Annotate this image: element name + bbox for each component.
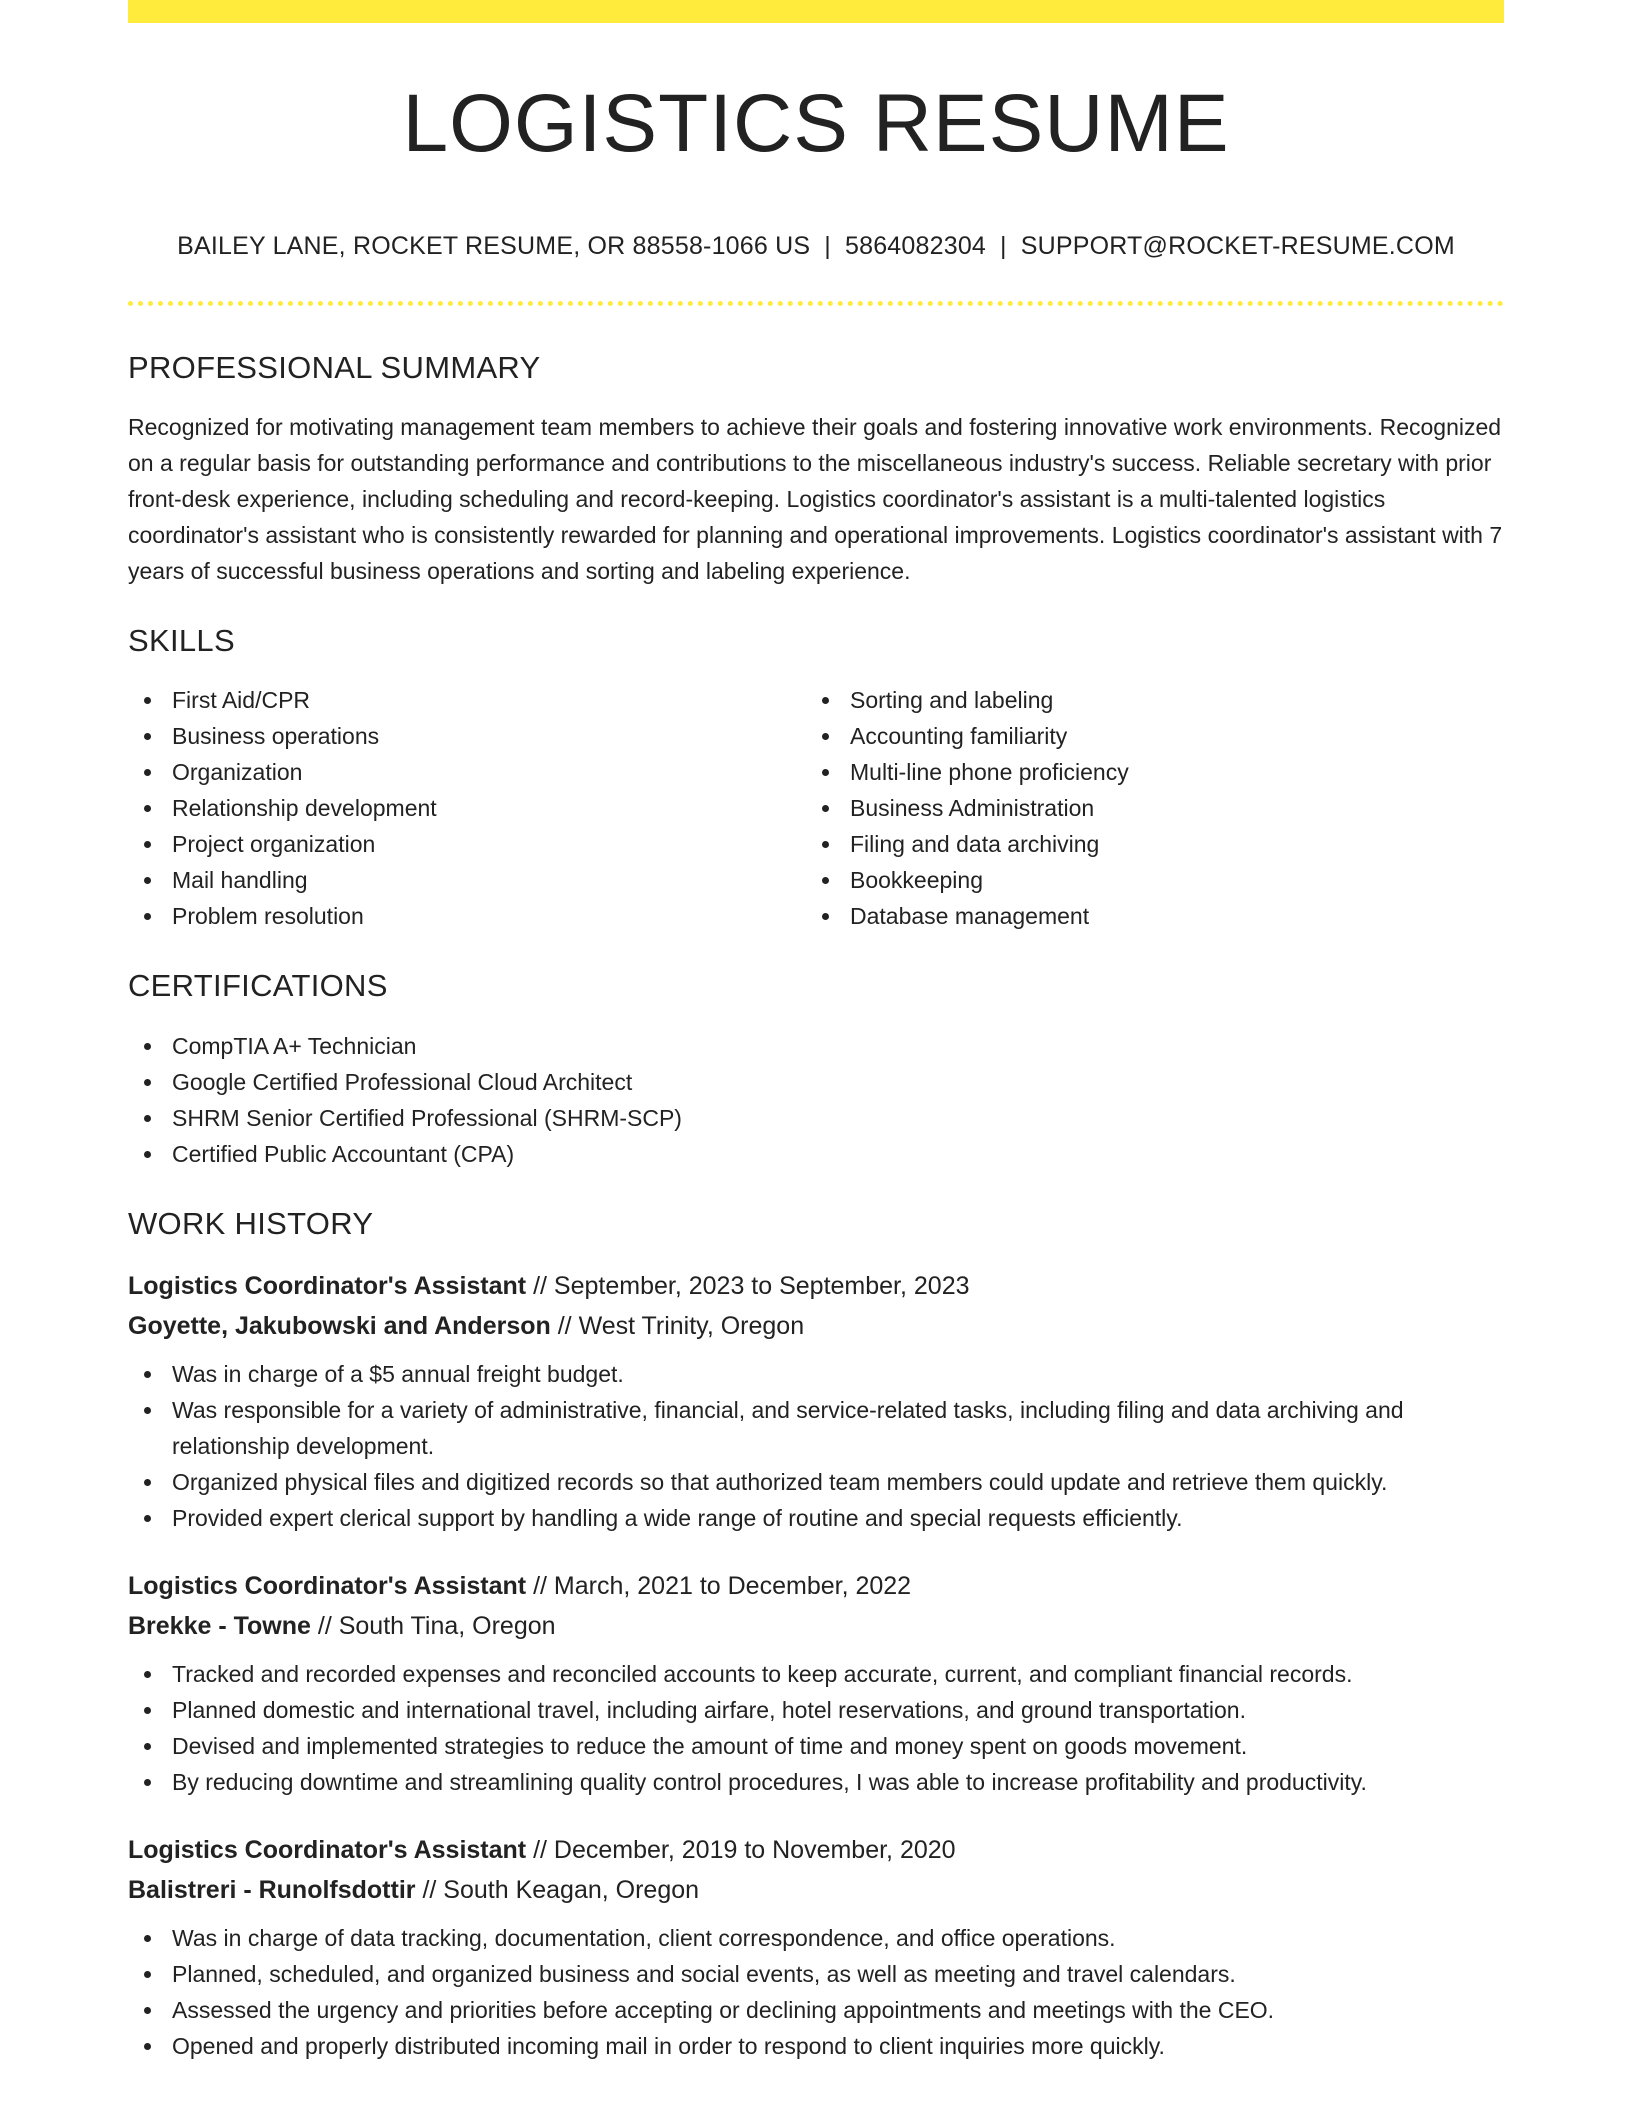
skills-list-left bbox=[128, 682, 806, 934]
skill-item: Bookkeeping bbox=[806, 862, 1484, 898]
job-bullet: Was in charge of data tracking, documentation, client correspondence, and office operations. bbox=[128, 1920, 1504, 1956]
job-title: Logistics Coordinator's Assistant bbox=[128, 1571, 527, 1600]
job-bullet: Provided expert clerical support by handling a wide range of routine and special requests efficiently. bbox=[128, 1500, 1504, 1536]
contact-phone: 5864082304 bbox=[844, 232, 987, 260]
certification-item: Certified Public Accountant (CPA) bbox=[128, 1136, 1504, 1172]
job-title-line bbox=[128, 1566, 1504, 1606]
job-entry bbox=[128, 1566, 1504, 1800]
job-company-line bbox=[128, 1306, 1504, 1346]
contact-email: SUPPORT@ROCKET-RESUME.COM bbox=[1020, 232, 1455, 260]
job-bullet: Tracked and recorded expenses and reconciled accounts to keep accurate, current, and compliant financial records. bbox=[128, 1656, 1504, 1692]
certification-item: SHRM Senior Certified Professional (SHRM-SCP) bbox=[128, 1100, 1504, 1136]
certification-item: Google Certified Professional Cloud Architect bbox=[128, 1064, 1504, 1100]
section-heading: WORK HISTORY bbox=[128, 1205, 374, 1241]
job-title-line bbox=[128, 1830, 1504, 1870]
job-dates: // September, 2023 to September, 2023 bbox=[526, 1271, 970, 1300]
dotted-divider bbox=[128, 301, 1504, 306]
accent-top-bar bbox=[128, 0, 1504, 23]
skill-item: Accounting familiarity bbox=[806, 718, 1484, 754]
job-bullet-list bbox=[128, 1920, 1504, 2064]
job-entry bbox=[128, 1266, 1504, 1536]
job-company: Brekke - Towne bbox=[128, 1611, 311, 1640]
skill-item: First Aid/CPR bbox=[128, 682, 806, 718]
skill-item: Sorting and labeling bbox=[806, 682, 1484, 718]
contact-line bbox=[128, 231, 1504, 261]
resume-title: LOGISTICS RESUME bbox=[402, 78, 1230, 169]
job-bullet: Planned, scheduled, and organized business and social events, as well as meeting and travel calendars. bbox=[128, 1956, 1504, 1992]
section-heading: PROFESSIONAL SUMMARY bbox=[128, 350, 541, 385]
contact-separator: | bbox=[824, 232, 831, 260]
job-bullet-list bbox=[128, 1356, 1504, 1536]
job-location: // South Keagan, Oregon bbox=[415, 1875, 700, 1904]
job-bullet: Was in charge of a $5 annual freight budget. bbox=[128, 1356, 1504, 1392]
skill-item: Business operations bbox=[128, 718, 806, 754]
skills-list-right bbox=[806, 682, 1484, 934]
job-location: // West Trinity, Oregon bbox=[550, 1311, 805, 1340]
job-bullet: By reducing downtime and streamlining quality control procedures, I was able to increase profitability and productivity. bbox=[128, 1764, 1504, 1800]
job-bullet-list bbox=[128, 1656, 1504, 1800]
job-company: Balistreri - Runolfsdottir bbox=[128, 1875, 416, 1904]
job-title-line bbox=[128, 1266, 1504, 1306]
job-location: // South Tina, Oregon bbox=[310, 1611, 556, 1640]
job-company: Goyette, Jakubowski and Anderson bbox=[128, 1311, 551, 1340]
skills-grid bbox=[128, 682, 1504, 934]
skill-item: Project organization bbox=[128, 826, 806, 862]
job-dates: // March, 2021 to December, 2022 bbox=[526, 1571, 912, 1600]
skill-item: Filing and data archiving bbox=[806, 826, 1484, 862]
job-bullet: Devised and implemented strategies to reduce the amount of time and money spent on goods movement. bbox=[128, 1728, 1504, 1764]
summary-text: Recognized for motivating management team members to achieve their goals and fostering innovative work environments. Recognized on a regular basis for outstanding performance and contributions to the miscellaneous industry's success. Reliable secretary with prior front-desk experience, including scheduling and record-keeping. Logistics coordinator's assistant is a multi-talented logistics coordinator's assistant who is consistently rewarded for planning and operational improvements. Logistics coordinator's assistant with 7 years of successful business operations and sorting and labeling experience. bbox=[128, 414, 1503, 585]
certifications-section bbox=[128, 967, 1504, 1171]
certification-item: CompTIA A+ Technician bbox=[128, 1028, 1504, 1064]
professional-summary-section bbox=[128, 349, 1504, 589]
job-bullet: Organized physical files and digitized records so that authorized team members could update and retrieve them quickly. bbox=[128, 1464, 1504, 1500]
section-heading: SKILLS bbox=[128, 623, 235, 659]
skill-item: Business Administration bbox=[806, 790, 1484, 826]
work-history-section bbox=[128, 1205, 1504, 2064]
job-dates: // December, 2019 to November, 2020 bbox=[526, 1835, 956, 1864]
certifications-list bbox=[128, 1028, 1504, 1172]
contact-address: BAILEY LANE, ROCKET RESUME, OR 88558-1066 US bbox=[177, 232, 811, 260]
skill-item: Multi-line phone proficiency bbox=[806, 754, 1484, 790]
job-bullet: Opened and properly distributed incoming mail in order to respond to client inquiries more quickly. bbox=[128, 2028, 1504, 2064]
job-company-line bbox=[128, 1606, 1504, 1646]
skill-item: Problem resolution bbox=[128, 898, 806, 934]
job-title: Logistics Coordinator's Assistant bbox=[128, 1271, 527, 1300]
skill-item: Organization bbox=[128, 754, 806, 790]
skill-item: Relationship development bbox=[128, 790, 806, 826]
job-bullet: Assessed the urgency and priorities before accepting or declining appointments and meetings with the CEO. bbox=[128, 1992, 1504, 2028]
job-title: Logistics Coordinator's Assistant bbox=[128, 1835, 527, 1864]
job-bullet: Was responsible for a variety of administrative, financial, and service-related tasks, including filing and data archiving and relationship development. bbox=[128, 1392, 1504, 1464]
skill-item: Database management bbox=[806, 898, 1484, 934]
skills-section bbox=[128, 622, 1504, 934]
job-company-line bbox=[128, 1870, 1504, 1910]
contact-separator: | bbox=[1000, 232, 1007, 260]
section-heading: CERTIFICATIONS bbox=[128, 968, 388, 1004]
job-bullet: Planned domestic and international travel, including airfare, hotel reservations, and ground transportation. bbox=[128, 1692, 1504, 1728]
resume-page bbox=[128, 0, 1504, 2064]
skill-item: Mail handling bbox=[128, 862, 806, 898]
job-entry bbox=[128, 1830, 1504, 2064]
